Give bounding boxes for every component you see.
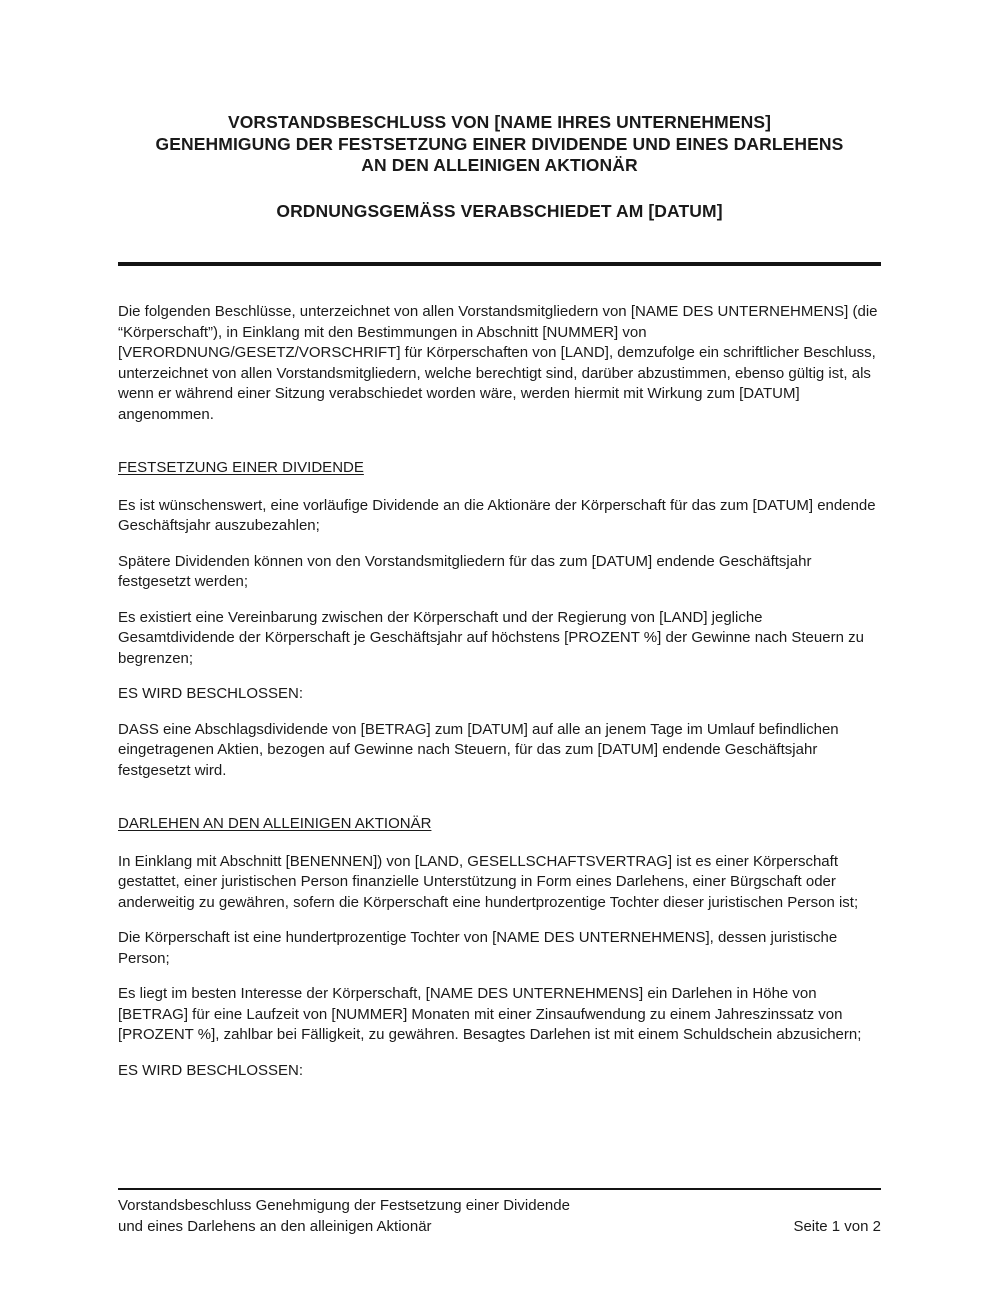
resolution-clause: DASS eine Abschlagsdividende von [BETRAG] zum [DATUM] auf alle an jenem Tage im Umlauf befindlichen eingetragenen Aktien, bezogen auf Gewinne nach Steuern, für das zum [DATUM] endende Geschäftsjahr festgesetzt wird. <box>118 720 839 779</box>
footer-row <box>118 1196 881 1237</box>
paragraph: Die Körperschaft ist eine hundertprozentige Tochter von [NAME DES UNTERNEHMENS], dessen juristische Person; <box>118 929 838 967</box>
footer-title-line: Vorstandsbeschluss Genehmigung der Festsetzung einer Dividende <box>118 1197 570 1214</box>
section-heading-dividende: FESTSETZUNG EINER DIVIDENDE <box>118 459 364 476</box>
paragraph: Spätere Dividenden können von den Vorstandsmitgliedern für das zum [DATUM] endende Geschäftsjahr festgesetzt werden; <box>118 552 812 590</box>
paragraph: In Einklang mit Abschnitt [BENENNEN]) von [LAND, GESELLSCHAFTSVERTRAG] ist es einer Körperschaft gestattet, einer juristischen Person finanzielle Unterstützung in Form eines Darlehens, einer Bürgschaft oder anderweitig zu gewähren, sofern die Körperschaft eine hundertprozentige Tochter dieser juristischen Person ist; <box>118 852 859 911</box>
page-footer <box>118 1188 881 1237</box>
document-subtitle: ORDNUNGSGEMÄSS VERABSCHIEDET AM [DATUM] <box>276 200 723 221</box>
title-line: VORSTANDSBESCHLUSS VON [NAME IHRES UNTERNEHMENS] <box>227 112 772 132</box>
footer-page-number: Seite 1 von 2 <box>793 1217 881 1235</box>
footer-divider-rule <box>118 1188 881 1190</box>
resolution-lead-in: ES WIRD BESCHLOSSEN: <box>118 1061 304 1079</box>
footer-document-title <box>118 1196 570 1237</box>
section-heading-darlehen: DARLEHEN AN DEN ALLEINIGEN AKTIONÄR <box>118 815 432 832</box>
footer-title-line: und eines Darlehens an den alleinigen Aktionär <box>118 1217 432 1235</box>
document-title <box>118 112 881 177</box>
paragraph: Es existiert eine Vereinbarung zwischen der Körperschaft und der Regierung von [LAND] jegliche Gesamtdividende der Körperschaft je Geschäftsjahr auf höchstens [PROZENT %] der Gewinne nach Steuern zu begrenzen; <box>118 608 864 667</box>
title-line: GENEHMIGUNG DER FESTSETZUNG EINER DIVIDENDE UND EINES DARLEHENS <box>155 133 844 154</box>
resolution-lead-in: ES WIRD BESCHLOSSEN: <box>118 685 304 702</box>
paragraph: Es liegt im besten Interesse der Körperschaft, [NAME DES UNTERNEHMENS] ein Darlehen in Höhe von [BETRAG] für eine Laufzeit von [NUMMER] Monaten mit einer Zinsaufwendung zu einem Jahreszinssatz von [PROZENT %], zahlbar bei Fälligkeit, zu gewähren. Besagtes Darlehen ist mit einem Schuldschein abzusichern; <box>118 985 862 1043</box>
title-divider-rule <box>118 262 881 266</box>
paragraph: Es ist wünschenswert, eine vorläufige Dividende an die Aktionäre der Körperschaft für das zum [DATUM] endende Geschäftsjahr auszubezahlen; <box>118 496 876 534</box>
intro-paragraph: Die folgenden Beschlüsse, unterzeichnet von allen Vorstandsmitgliedern von [NAME DES UNTERNEHMENS] (die “Körperschaft”), in Einklang mit den Bestimmungen in Abschnitt [NUMMER] von [VERORDNUNG/GESETZ/VORSCHRIFT] für Körperschaften von [LAND], demzufolge ein schriftlicher Beschluss, unterzeichnet von allen Vorstandsmitgliedern, welche berechtigt sind, darüber abzustimmen, ebenso gültig ist, als wenn er während einer Sitzung verabschiedet worden wäre, werden hiermit mit Wirkung zum [DATUM] angenommen. <box>118 303 878 423</box>
title-line: AN DEN ALLEINIGEN AKTIONÄR <box>361 155 638 175</box>
